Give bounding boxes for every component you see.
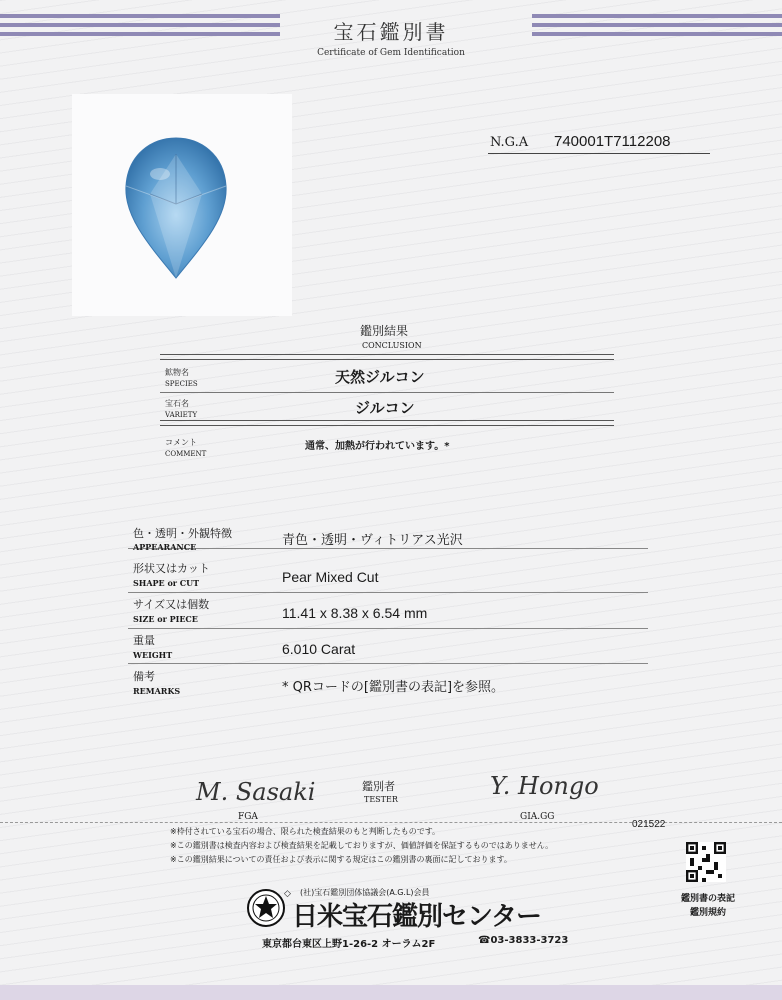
appearance-label-jp: 色・透明・外観特徴 [133, 527, 232, 540]
note-3: ※この鑑別結果についての責任および表示に関する規定はこの鑑別書の裏面に記しております。 [170, 855, 512, 864]
remarks-label-jp: 備考 [133, 670, 155, 683]
comment-label-en: COMMENT [165, 450, 207, 458]
telephone: ☎03-3833-3723 [478, 935, 569, 946]
diamond-icon: ◇ [284, 889, 291, 899]
signature-right: Y. Hongo [490, 772, 599, 800]
shape-value: Pear Mixed Cut [282, 569, 379, 585]
pear-gem-icon [120, 134, 232, 280]
ref-underline [488, 153, 710, 154]
size-value: 11.41 x 8.38 x 6.54 mm [282, 605, 428, 621]
species-value: 天然ジルコン [335, 368, 425, 386]
variety-label-en: VARIETY [165, 411, 198, 419]
species-rule [160, 392, 614, 393]
tester-label-en: TESTER [364, 795, 398, 804]
qr-caption-2: 鑑別規約 [689, 908, 726, 918]
variety-value: ジルコン [355, 399, 415, 417]
address: 東京都台東区上野1-26-2 オーラム2F [262, 939, 436, 950]
member-text: (社)宝石鑑別団体協議会(A.G.L)会員 [300, 888, 430, 897]
org-name: 日米宝石鑑別センター [292, 902, 541, 932]
signature-left-title: FGA [238, 812, 258, 822]
remarks-label-en: REMARKS [133, 686, 181, 696]
appearance-label-en: APPEARANCE [133, 542, 197, 552]
conclusion-heading-en: CONCLUSION [362, 341, 422, 350]
note-2: ※この鑑別書は検査内容および検査結果を記載しておりますが、価値評価を保証するものではありません。 [170, 841, 554, 850]
qr-caption-1: 鑑別書の表記 [680, 894, 735, 904]
bottom-border [0, 985, 782, 1000]
detail-rule-1 [128, 548, 648, 549]
comment-label-jp: コメント [165, 438, 197, 447]
ref-label: N.G.A [490, 135, 529, 150]
detail-rule-2 [128, 592, 648, 593]
weight-label-en: WEIGHT [133, 650, 173, 660]
size-label-jp: サイズ又は個数 [133, 598, 210, 611]
variety-rule [160, 420, 614, 426]
comment-value: 通常、加熱が行われています。* [305, 441, 450, 452]
signature-left: M. Sasaki [196, 778, 316, 806]
conclusion-top-rule [160, 354, 614, 360]
ref-number: 740001T7112208 [554, 133, 671, 150]
weight-value: 6.010 Carat [282, 641, 356, 657]
title-en: Certificate of Gem Identification [317, 48, 465, 58]
qr-code-icon[interactable] [686, 842, 726, 882]
appearance-value: 青色・透明・ヴィトリアス光沢 [282, 533, 463, 548]
species-label-en: SPECIES [165, 380, 198, 388]
gem-photo [72, 94, 292, 316]
shape-label-en: SHAPE or CUT [133, 578, 200, 588]
weight-label-jp: 重量 [133, 634, 155, 647]
detail-rule-3 [128, 628, 648, 629]
variety-label-jp: 宝石名 [165, 399, 189, 408]
detail-rule-4 [128, 663, 648, 664]
conclusion-heading-jp: 鑑別結果 [360, 324, 409, 338]
note-1: ※枠付されている宝石の場合、限られた検査結果のもと判断したものです。 [170, 827, 441, 836]
shape-label-jp: 形状又はカット [133, 562, 210, 575]
serial-code: 021522 [632, 819, 666, 830]
tester-label-jp: 鑑別者 [362, 780, 395, 793]
species-label-jp: 鉱物名 [165, 368, 189, 377]
remarks-value: * QRコードの[鑑別書の表記]を参照。 [282, 680, 505, 695]
signature-right-title: GIA.GG [520, 812, 555, 822]
emblem-logo [246, 888, 286, 928]
size-label-en: SIZE or PIECE [133, 614, 198, 624]
title-jp: 宝石鑑別書 [333, 20, 449, 44]
